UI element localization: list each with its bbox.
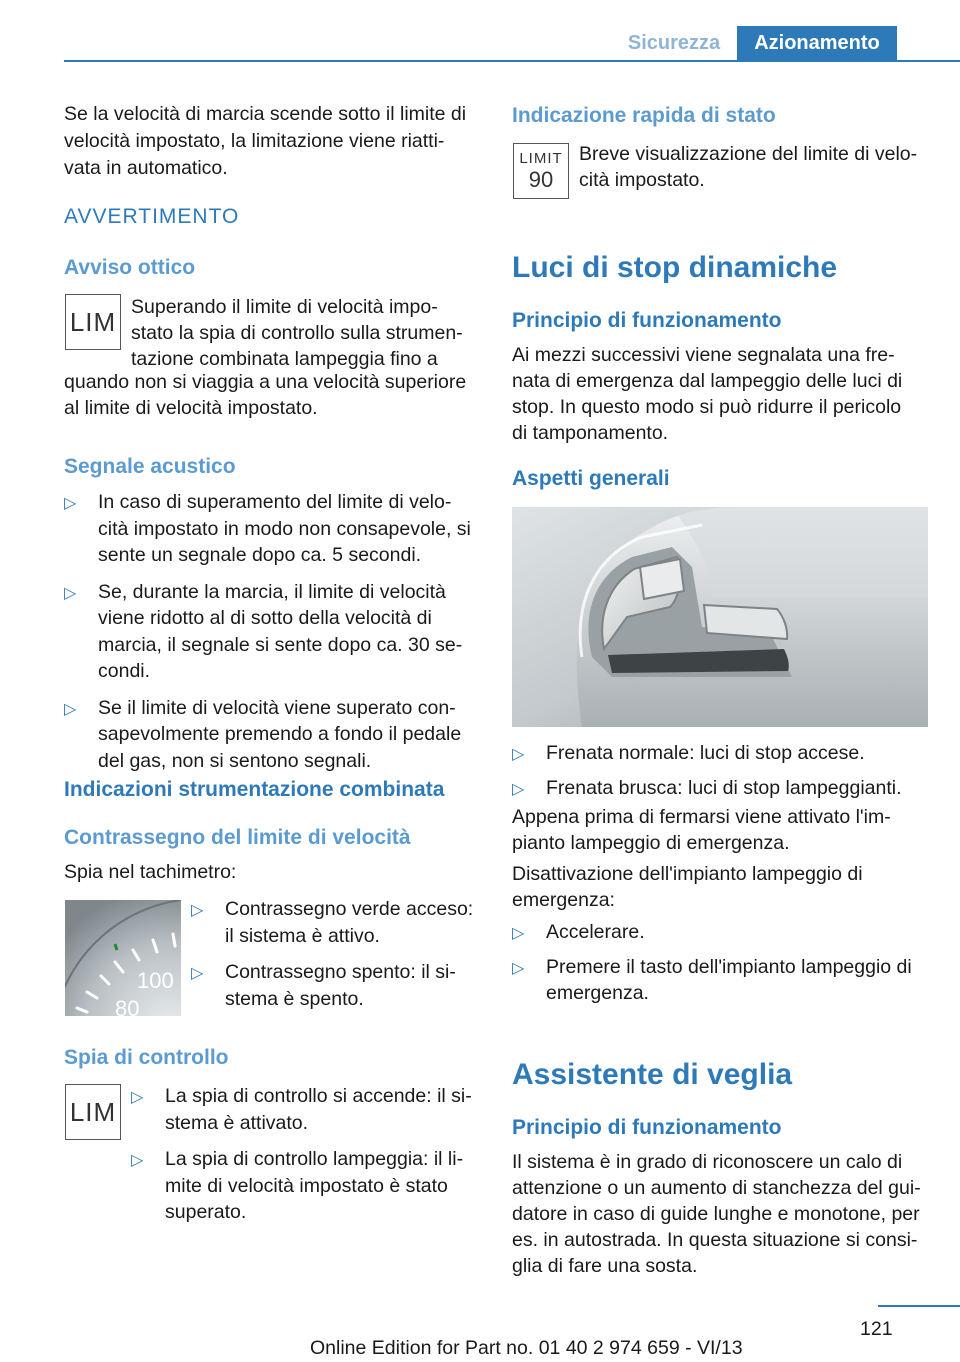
bullet-triangle-icon: ▷ — [512, 959, 525, 977]
principio2-line: datore in caso di guide lunghe e monotone, per — [512, 1203, 920, 1225]
principio-line: Ai mezzi successivi viene segnalata una fre- — [512, 344, 895, 366]
list-item-line: stema è attivato. — [165, 1111, 309, 1134]
bullet-triangle-icon: ▷ — [64, 700, 77, 718]
list-item-line: condi. — [98, 660, 151, 682]
header-rule — [64, 60, 960, 62]
principio-line: stop. In questo modo si può ridurre il pericolo — [512, 396, 902, 418]
lim-indicator-icon — [65, 294, 121, 350]
disattivazione-line: Disattivazione dell'impianto lampeggio di — [512, 863, 863, 885]
limit-icon-value: 90 — [528, 167, 554, 192]
list-item — [512, 954, 932, 1007]
principio2-line: attenzione o un aumento di stanchezza del gui- — [512, 1177, 921, 1199]
avviso-line-1: Superando il limite di velocità impo- — [131, 296, 438, 318]
disattivazione-list — [512, 919, 932, 1007]
avviso-line-2: stato la spia di controllo sulla strumen- — [131, 322, 463, 344]
list-item — [64, 579, 484, 685]
warning-title: AVVERTIMENTO — [64, 205, 240, 228]
list-item-line: Contrassegno verde acceso: — [225, 898, 474, 920]
page-number: 121 — [860, 1318, 893, 1340]
spia-controllo-title: Spia di controllo — [64, 1046, 229, 1069]
indicazioni-title: Indicazioni strumentazione combinata — [64, 778, 445, 801]
list-item-line: mite di velocità impostato è stato — [165, 1174, 448, 1197]
list-item-line: Premere il tasto dell'impianto lampeggio di — [546, 955, 912, 978]
list-item-line: Frenata normale: luci di stop accese. — [546, 742, 865, 764]
principio2-title: Principio di funzionamento — [512, 1116, 782, 1139]
bullet-triangle-icon: ▷ — [512, 746, 525, 763]
bullet-triangle-icon: ▷ — [64, 495, 77, 512]
list-item-line: In caso di superamento del limite di velo- — [98, 491, 452, 513]
list-item-line: La spia di controllo si accende: il si- — [165, 1085, 472, 1107]
list-item-line: emergenza. — [546, 982, 649, 1004]
luci-stop-title: Luci di stop dinamiche — [512, 251, 838, 284]
contrassegno-list — [191, 896, 491, 1012]
bullet-triangle-icon: ▷ — [512, 925, 525, 942]
limit-icon-top: LIMIT — [519, 150, 563, 167]
spia-list — [131, 1083, 491, 1226]
frenata-list — [512, 740, 932, 801]
speedo-label-80: 80 — [115, 996, 140, 1016]
speedometer-image — [65, 900, 181, 1016]
indicazione-line-1: Breve visualizzazione del limite di velo- — [579, 143, 918, 165]
list-item — [131, 1083, 491, 1136]
list-item-line: Se, durante la marcia, il limite di velocità — [98, 580, 446, 603]
intro-line-2: velocità impostato, la limitazione viene riatti- — [64, 130, 445, 152]
list-item — [512, 919, 932, 946]
indicazione-line-2: cità impostato. — [579, 169, 705, 191]
assistente-veglia-title: Assistente di veglia — [512, 1058, 793, 1091]
appena-line: pianto lampeggio di emergenza. — [512, 832, 790, 854]
avviso-line-4: quando non si viaggia a una velocità superiore — [64, 371, 467, 393]
avviso-line-3: tazione combinata lampeggia fino a — [131, 348, 438, 370]
list-item-line: stema è spento. — [225, 987, 364, 1010]
lim-icon-label: LIM — [69, 306, 117, 337]
list-item-line: Se il limite di velocità viene superato con- — [98, 696, 456, 719]
list-item-line: sente un segnale dopo ca. 5 secondi. — [98, 544, 422, 566]
list-item-line: La spia di controllo lampeggia: il li- — [165, 1148, 464, 1170]
bullet-triangle-icon: ▷ — [191, 965, 204, 982]
principio2-line: es. in autostrada. In questa situazione si consi- — [512, 1229, 918, 1251]
list-item — [64, 695, 484, 775]
list-item-line: Frenata brusca: luci di stop lampeggianti. — [546, 776, 902, 799]
list-item — [191, 896, 491, 949]
avviso-line-5: al limite di velocità impostato. — [64, 397, 318, 419]
appena-line: Appena prima di fermarsi viene attivato l'im- — [512, 806, 891, 828]
bullet-triangle-icon: ▷ — [64, 584, 77, 602]
segnale-acustico-title: Segnale acustico — [64, 455, 236, 478]
list-item-line: marcia, il segnale si sente dopo ca. 30 se- — [98, 633, 463, 656]
bullet-triangle-icon: ▷ — [512, 780, 525, 798]
list-item-line: il sistema è attivo. — [225, 924, 380, 947]
principio-title: Principio di funzionamento — [512, 309, 782, 332]
intro-line-3: vata in automatico. — [64, 157, 228, 179]
speedo-label-100: 100 — [137, 968, 174, 993]
header-tab-azionamento: Azionamento — [737, 26, 897, 60]
indicazione-rapida-title: Indicazione rapida di stato — [512, 104, 776, 127]
bullet-triangle-icon: ▷ — [191, 902, 204, 919]
list-item — [191, 959, 491, 1012]
bullet-triangle-icon: ▷ — [131, 1089, 144, 1106]
disattivazione-line: emergenza: — [512, 889, 615, 911]
list-item-line: Accelerare. — [546, 921, 645, 943]
list-item — [512, 775, 932, 802]
segnale-list — [64, 489, 484, 774]
lim-icon-label: LIM — [69, 1096, 117, 1127]
list-item-line: del gas, non si sentono segnali. — [98, 749, 372, 772]
limit-90-icon — [513, 143, 569, 199]
principio2-line: glia di fare una sosta. — [512, 1255, 698, 1277]
bullet-triangle-icon: ▷ — [131, 1152, 144, 1169]
list-item-line: superato. — [165, 1201, 247, 1223]
contrassegno-title: Contrassegno del limite di velocità — [64, 826, 411, 849]
principio-line: di tamponamento. — [512, 422, 669, 444]
avviso-ottico-title: Avviso ottico — [64, 256, 196, 279]
list-item — [64, 489, 484, 569]
intro-line-1: Se la velocità di marcia scende sotto il limite di — [64, 103, 467, 125]
list-item — [131, 1146, 491, 1226]
spia-tachimetro-text: Spia nel tachimetro: — [64, 861, 237, 883]
header-tab-sicurezza: Sicurezza — [627, 32, 721, 54]
principio2-line: Il sistema è in grado di riconoscere un calo di — [512, 1151, 903, 1173]
tail-light-image — [512, 507, 928, 727]
aspetti-generali-title: Aspetti generali — [512, 467, 670, 490]
footer-edition: Online Edition for Part no. 01 40 2 974 659 - VI/13 — [310, 1337, 743, 1359]
list-item-line: viene ridotto al di sotto della velocità di — [98, 607, 432, 629]
list-item-line: Contrassegno spento: il si- — [225, 961, 456, 983]
principio-line: nata di emergenza dal lampeggio delle luci di — [512, 370, 903, 392]
lim-indicator-icon — [65, 1084, 121, 1140]
list-item-line: cità impostato in modo non consapevole, si — [98, 517, 471, 540]
footer-rule — [878, 1305, 960, 1307]
list-item-line: sapevolmente premendo a fondo il pedale — [98, 723, 462, 745]
list-item — [512, 740, 932, 767]
